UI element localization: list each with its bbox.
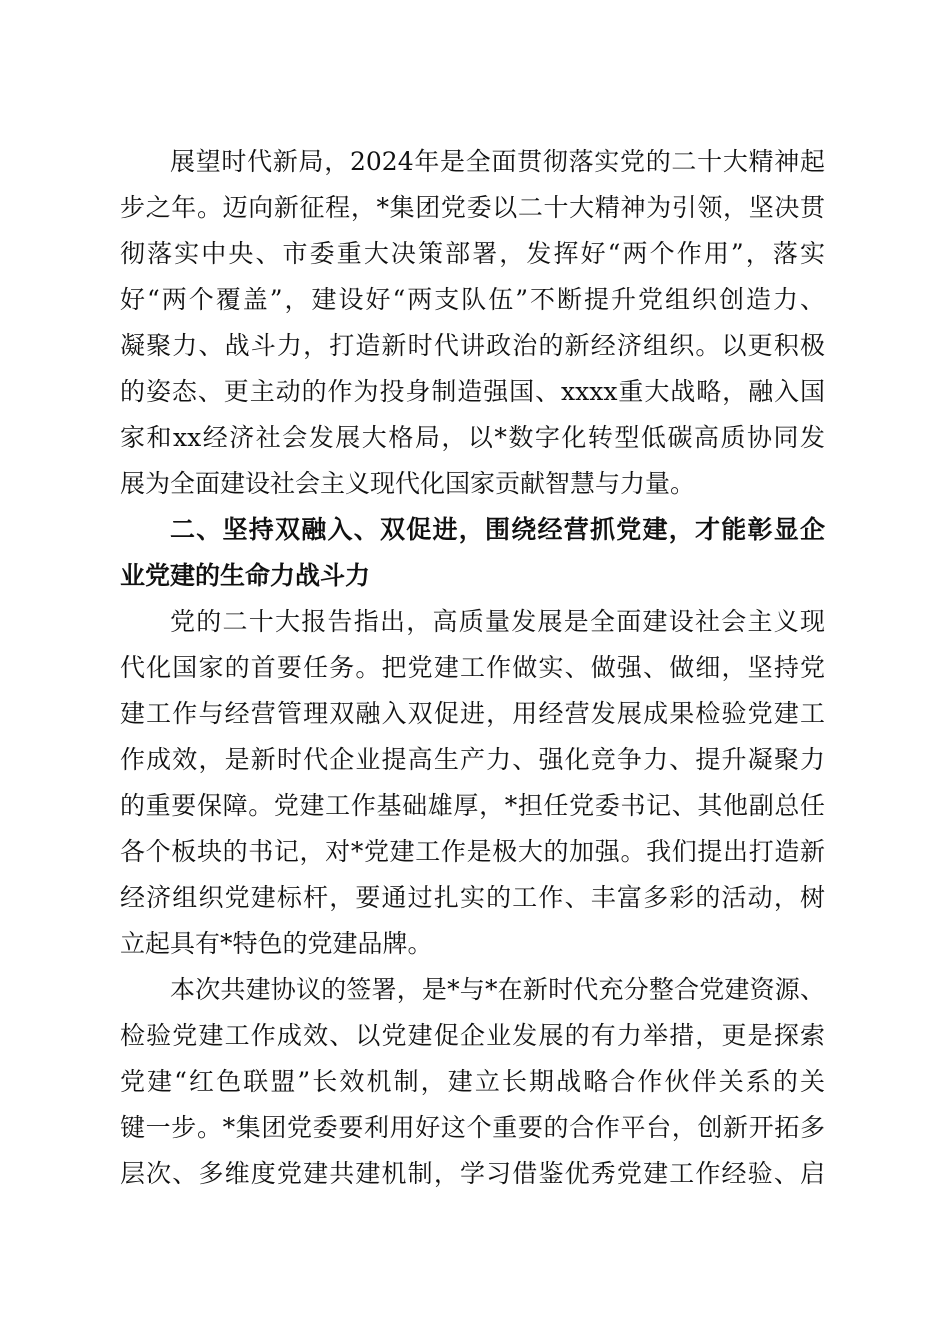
paragraph-line: 层次、多维度党建共建机制，学习借鉴优秀党建工作经验、启 <box>120 1159 825 1188</box>
section-heading: 二、坚持双融入、双促进，围绕经营抓党建，才能彰显企 <box>170 515 825 544</box>
paragraph-line: 代化国家的首要任务。把党建工作做实、做强、做细，坚持党 <box>120 653 825 682</box>
paragraph-line: 的姿态、更主动的作为投身制造强国、xxxx重大战略，融入国 <box>120 377 825 406</box>
paragraph-line: 党建“红色联盟”长效机制，建立长期战略合作伙伴关系的关 <box>120 1067 825 1096</box>
paragraph-line: 家和xx经济社会发展大格局，以*数字化转型低碳高质协同发 <box>120 423 825 452</box>
paragraph-line: 党的二十大报告指出，高质量发展是全面建设社会主义现 <box>170 607 825 636</box>
paragraph-line: 各个板块的书记，对*党建工作是极大的加强。我们提出打造新 <box>120 837 825 866</box>
paragraph-line: 好“两个覆盖”，建设好“两支队伍”不断提升党组织创造力、 <box>120 285 825 314</box>
paragraph-line: 建工作与经营管理双融入双促进，用经营发展成果检验党建工 <box>120 699 825 728</box>
paragraph-line: 展望时代新局，2024年是全面贯彻落实党的二十大精神起 <box>170 147 825 176</box>
paragraph-line: 键一步。*集团党委要利用好这个重要的合作平台，创新开拓多 <box>120 1113 825 1142</box>
paragraph-line: 经济组织党建标杆，要通过扎实的工作、丰富多彩的活动，树 <box>120 883 825 912</box>
paragraph-line: 作成效，是新时代企业提高生产力、强化竞争力、提升凝聚力 <box>120 745 825 774</box>
paragraph-line: 检验党建工作成效、以党建促企业发展的有力举措，更是探索 <box>120 1021 825 1050</box>
paragraph-line: 彻落实中央、市委重大决策部署，发挥好“两个作用”，落实 <box>120 239 825 268</box>
paragraph-line: 的重要保障。党建工作基础雄厚，*担任党委书记、其他副总任 <box>120 791 825 820</box>
paragraph-line: 凝聚力、战斗力，打造新时代讲政治的新经济组织。以更积极 <box>120 331 825 360</box>
section-heading: 业党建的生命力战斗力 <box>120 561 371 590</box>
paragraph-line: 展为全面建设社会主义现代化国家贡献智慧与力量。 <box>120 469 696 498</box>
paragraph-line: 立起具有*特色的党建品牌。 <box>120 929 433 958</box>
paragraph-line: 本次共建协议的签署，是*与*在新时代充分整合党建资源、 <box>170 975 825 1004</box>
paragraph-line: 步之年。迈向新征程，*集团党委以二十大精神为引领，坚决贯 <box>120 193 825 222</box>
